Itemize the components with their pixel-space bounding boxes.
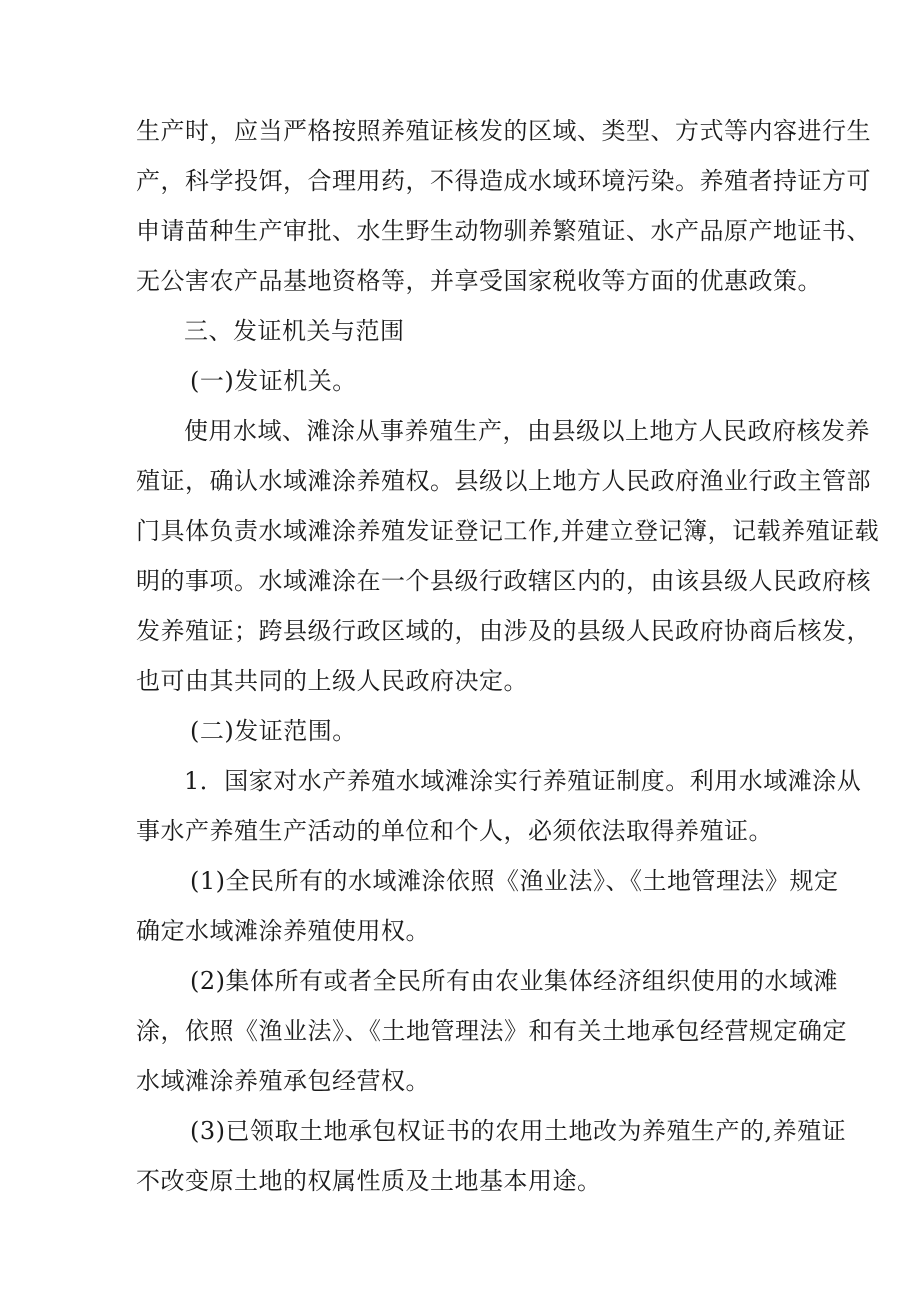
subsection-heading: (一)发证机关。 bbox=[190, 367, 357, 395]
paragraph-line: 生产时，应当严格按照养殖证核发的区域、类型、方式等内容进行生 bbox=[136, 117, 871, 145]
list-item-line: 事水产养殖生产活动的单位和个人，必须依法取得养殖证。 bbox=[136, 817, 773, 845]
paragraph-line: 殖证，确认水域滩涂养殖权。县级以上地方人民政府渔业行政主管部 bbox=[136, 467, 871, 495]
paragraph-line: 无公害农产品基地资格等，并享受国家税收等方面的优惠政策。 bbox=[136, 267, 822, 295]
list-item-line: 不改变原土地的权属性质及土地基本用途。 bbox=[136, 1167, 602, 1195]
list-item-line: 1．国家对水产养殖水域滩涂实行养殖证制度。利用水域滩涂从 bbox=[184, 767, 862, 795]
list-item-line: 涂，依照《渔业法》、《土地管理法》和有关土地承包经营规定确定 bbox=[136, 1017, 847, 1045]
list-item-line: (2)集体所有或者全民所有由农业集体经济组织使用的水域滩 bbox=[190, 967, 838, 995]
paragraph-line: 使用水域、滩涂从事养殖生产，由县级以上地方人民政府核发养 bbox=[184, 417, 870, 445]
paragraph-line: 也可由其共同的上级人民政府决定。 bbox=[136, 667, 528, 695]
paragraph-line: 申请苗种生产审批、水生野生动物驯养繁殖证、水产品原产地证书、 bbox=[136, 217, 871, 245]
list-item-line: 水域滩涂养殖承包经营权。 bbox=[136, 1067, 430, 1095]
paragraph-line: 门具体负责水域滩涂养殖发证登记工作,并建立登记簿，记载养殖证载 bbox=[136, 517, 880, 545]
list-item-line: (3)已领取土地承包权证书的农用土地改为养殖生产的,养殖证 bbox=[190, 1117, 847, 1145]
list-item-line: (1)全民所有的水域滩涂依照《渔业法》、《土地管理法》规定 bbox=[190, 867, 839, 895]
paragraph-line: 明的事项。水域滩涂在一个县级行政辖区内的，由该县级人民政府核 bbox=[136, 567, 871, 595]
list-item-line: 确定水域滩涂养殖使用权。 bbox=[136, 917, 430, 945]
paragraph-line: 发养殖证；跨县级行政区域的，由涉及的县级人民政府协商后核发， bbox=[136, 617, 871, 645]
paragraph-line: 产，科学投饵，合理用药，不得造成水域环境污染。养殖者持证方可 bbox=[136, 167, 871, 195]
subsection-heading: (二)发证范围。 bbox=[190, 717, 357, 745]
section-heading: 三、发证机关与范围 bbox=[184, 317, 405, 345]
